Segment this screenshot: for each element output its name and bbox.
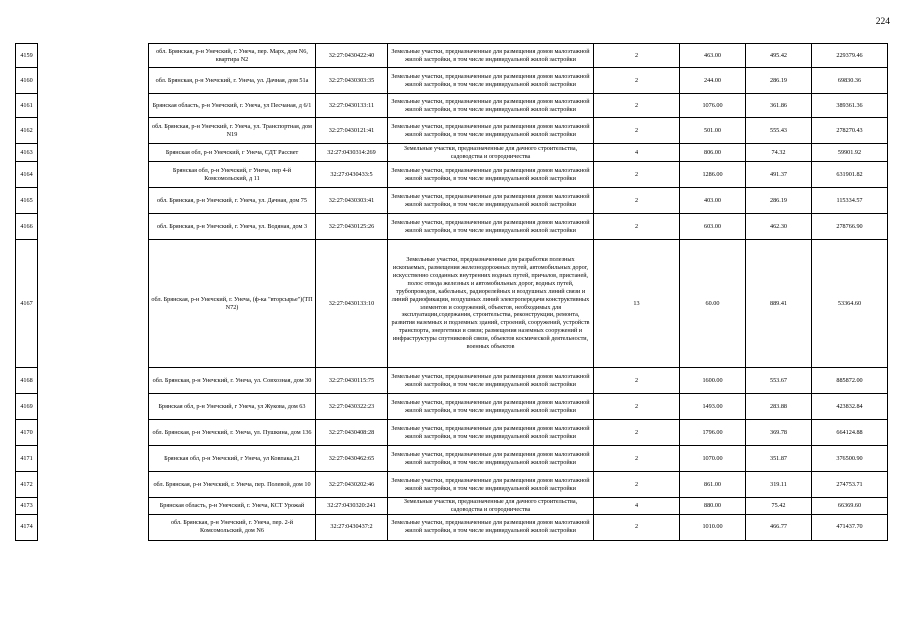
- land-use-cell: Земельные участки, предназначенные для размещения домов малоэтажной жилой застройки, в том числе индивидуальной жилой застройки: [388, 472, 594, 498]
- specific-value-cell: 361.86: [746, 94, 812, 118]
- table-row: [16, 144, 888, 162]
- use-group-cell: 2: [594, 446, 680, 472]
- cadastral-number-cell: 32:27:0430303:35: [316, 68, 388, 94]
- row-number-cell: 4167: [16, 240, 38, 368]
- row-number-cell: 4172: [16, 472, 38, 498]
- address-cell: Брянская обл, р-н Унечский, г Унеча, ул Жукова, дом 63: [149, 394, 316, 420]
- row-number-cell: 4169: [16, 394, 38, 420]
- blank-cell: [38, 162, 149, 188]
- blank-cell: [38, 368, 149, 394]
- land-use-cell: Земельные участки, предназначенные для размещения домов малоэтажной жилой застройки, в том числе индивидуальной жилой застройки: [388, 162, 594, 188]
- blank-cell: [38, 498, 149, 515]
- address-cell: обл. Брянская, р-н Унечский, г. Унеча, ул. Дачная, дом 51а: [149, 68, 316, 94]
- table-row: [16, 44, 888, 68]
- use-group-cell: 2: [594, 514, 680, 540]
- cadastral-value-cell: 59901.92: [812, 144, 888, 162]
- cadastral-value-cell: 69830.36: [812, 68, 888, 94]
- cadastral-number-cell: 32:27:0430462:65: [316, 446, 388, 472]
- row-number-cell: 4162: [16, 118, 38, 144]
- specific-value-cell: 491.37: [746, 162, 812, 188]
- area-cell: 861.00: [680, 472, 746, 498]
- use-group-cell: 2: [594, 94, 680, 118]
- address-cell: Брянская обл, р-н Унечский, г Унеча, ул Ковпака,21: [149, 446, 316, 472]
- cadastral-number-cell: 32:27:0430202:46: [316, 472, 388, 498]
- land-use-cell: Земельные участки, предназначенные для размещения домов малоэтажной жилой застройки, в том числе индивидуальной жилой застройки: [388, 188, 594, 214]
- blank-cell: [38, 514, 149, 540]
- table-row: [16, 368, 888, 394]
- cadastral-value-cell: 423832.84: [812, 394, 888, 420]
- cadastral-value-cell: 53364.60: [812, 240, 888, 368]
- specific-value-cell: 319.11: [746, 472, 812, 498]
- address-cell: Брянская область, р-н Унечский, г. Унеча, ул Песчаная, д 6/1: [149, 94, 316, 118]
- cadastral-number-cell: 32:27:0430322:23: [316, 394, 388, 420]
- use-group-cell: 2: [594, 162, 680, 188]
- table-body: [16, 44, 888, 541]
- address-cell: обл. Брянская, р-н Унечский, г. Унеча, ул. Пушкина, дом 136: [149, 420, 316, 446]
- land-use-cell: Земельные участки, предназначенные для размещения домов малоэтажной жилой застройки, в том числе индивидуальной жилой застройки: [388, 68, 594, 94]
- address-cell: обл. Брянская, р-н Унечский, г. Унеча, ул. Дачная, дом 75: [149, 188, 316, 214]
- address-cell: Брянская обл, р-н Унечский, г Унеча, пер 4-й Комсомольский, д 11: [149, 162, 316, 188]
- use-group-cell: 2: [594, 368, 680, 394]
- use-group-cell: 2: [594, 472, 680, 498]
- land-use-cell: Земельные участки, предназначенные для размещения домов малоэтажной жилой застройки, в том числе индивидуальной жилой застройки: [388, 394, 594, 420]
- blank-cell: [38, 68, 149, 94]
- address-cell: обл. Брянская, р-н Унечский, г. Унеча, пер. Полевой, дом 10: [149, 472, 316, 498]
- row-number-cell: 4163: [16, 144, 38, 162]
- area-cell: 1600.00: [680, 368, 746, 394]
- table-row: [16, 472, 888, 498]
- table-row: [16, 214, 888, 240]
- specific-value-cell: 555.43: [746, 118, 812, 144]
- row-number-cell: 4166: [16, 214, 38, 240]
- row-number-cell: 4174: [16, 514, 38, 540]
- cadastral-value-cell: 389361.36: [812, 94, 888, 118]
- specific-value-cell: 283.88: [746, 394, 812, 420]
- specific-value-cell: 466.77: [746, 514, 812, 540]
- address-cell: обл. Брянская, р-н Унечский, г. Унеча, ул. Транспортная, дом N19: [149, 118, 316, 144]
- table-row: [16, 188, 888, 214]
- land-use-cell: Земельные участки, предназначенные для размещения домов малоэтажной жилой застройки, в том числе индивидуальной жилой застройки: [388, 214, 594, 240]
- land-use-cell: Земельные участки, предназначенные для разработки полезных ископаемых, размещения железнодорожных путей, автомобильных дорог, искусственно созданных внутренних водных путей, причалов, пристаней, полос отвода железных и автомобильных дорог, водных путей, трубопроводов, кабельных, радиорелейных и воздушных линий связи и линий радиофикации, воздушных линий электропередачи конструктивных элементов и сооружений, объектов, необходимых для эксплуатации,содержания, строительства, реконструкции, ремонта, развития наземных и подземных зданий, строений, сооружений, устройств транспорта, энергетики и связи; размещения наземных сооружений и инфраструктуры спутниковой связи, объектов космической деятельности, военных объектов: [388, 240, 594, 368]
- cadastral-number-cell: 32:27:0430115:75: [316, 368, 388, 394]
- cadastral-number-cell: 32:27:0430433:5: [316, 162, 388, 188]
- land-use-cell: Земельные участки, предназначенные для размещения домов малоэтажной жилой застройки, в том числе индивидуальной жилой застройки: [388, 420, 594, 446]
- blank-cell: [38, 214, 149, 240]
- row-number-cell: 4173: [16, 498, 38, 515]
- area-cell: 806.00: [680, 144, 746, 162]
- specific-value-cell: 553.67: [746, 368, 812, 394]
- area-cell: 244.00: [680, 68, 746, 94]
- area-cell: 1070.00: [680, 446, 746, 472]
- table-row: [16, 68, 888, 94]
- land-use-cell: Земельные участки, предназначенные для размещения домов малоэтажной жилой застройки, в том числе индивидуальной жилой застройки: [388, 446, 594, 472]
- cadastral-value-cell: 115334.57: [812, 188, 888, 214]
- row-number-cell: 4168: [16, 368, 38, 394]
- cadastral-number-cell: 32:27:0430133:11: [316, 94, 388, 118]
- blank-cell: [38, 44, 149, 68]
- area-cell: 1796.00: [680, 420, 746, 446]
- specific-value-cell: 462.30: [746, 214, 812, 240]
- blank-cell: [38, 394, 149, 420]
- cadastral-number-cell: 32:27:0430320:241: [316, 498, 388, 515]
- row-number-cell: 4159: [16, 44, 38, 68]
- address-cell: Брянская обл, р-н Унечский, г Унеча, СДТ Рассвет: [149, 144, 316, 162]
- blank-cell: [38, 240, 149, 368]
- area-cell: 463.00: [680, 44, 746, 68]
- table-row: [16, 240, 888, 368]
- use-group-cell: 2: [594, 188, 680, 214]
- cadastral-value-cell: 664124.88: [812, 420, 888, 446]
- use-group-cell: 2: [594, 420, 680, 446]
- area-cell: 403.00: [680, 188, 746, 214]
- table-row: [16, 514, 888, 540]
- area-cell: 603.00: [680, 214, 746, 240]
- table-row: [16, 162, 888, 188]
- address-cell: обл. Брянская, р-н Унечский, г. Унеча, (ф-ка "вторсырье")(ТП N72): [149, 240, 316, 368]
- use-group-cell: 2: [594, 394, 680, 420]
- area-cell: 1010.00: [680, 514, 746, 540]
- use-group-cell: 4: [594, 498, 680, 515]
- row-number-cell: 4161: [16, 94, 38, 118]
- cadastral-value-cell: 631901.82: [812, 162, 888, 188]
- blank-cell: [38, 446, 149, 472]
- cadastral-value-cell: 885872.00: [812, 368, 888, 394]
- specific-value-cell: 369.78: [746, 420, 812, 446]
- table-row: [16, 446, 888, 472]
- area-cell: 501.00: [680, 118, 746, 144]
- specific-value-cell: 75.42: [746, 498, 812, 515]
- cadastral-number-cell: 32:27:0430408:28: [316, 420, 388, 446]
- specific-value-cell: 286.19: [746, 188, 812, 214]
- area-cell: 1286.00: [680, 162, 746, 188]
- land-use-cell: Земельные участки, предназначенные для размещения домов малоэтажной жилой застройки, в том числе индивидуальной жилой застройки: [388, 368, 594, 394]
- address-cell: обл. Брянская, р-н Унечский, г. Унеча, пер. Марх, дом N6, квартира N2: [149, 44, 316, 68]
- cadastral-value-cell: 274753.71: [812, 472, 888, 498]
- land-registry-table: [15, 43, 888, 541]
- address-cell: обл. Брянская, р-н Унечский, г. Унеча, ул. Водяная, дом 3: [149, 214, 316, 240]
- use-group-cell: 2: [594, 214, 680, 240]
- table-row: [16, 394, 888, 420]
- blank-cell: [38, 144, 149, 162]
- cadastral-value-cell: 229379.46: [812, 44, 888, 68]
- area-cell: 1493.00: [680, 394, 746, 420]
- land-use-cell: Земельные участки, предназначенные для дачного строительства, садоводства и огородничества: [388, 144, 594, 162]
- use-group-cell: 2: [594, 44, 680, 68]
- area-cell: 60.00: [680, 240, 746, 368]
- cadastral-value-cell: 66369.60: [812, 498, 888, 515]
- cadastral-number-cell: 32:27:0430303:41: [316, 188, 388, 214]
- blank-cell: [38, 188, 149, 214]
- table-row: [16, 420, 888, 446]
- row-number-cell: 4165: [16, 188, 38, 214]
- use-group-cell: 13: [594, 240, 680, 368]
- use-group-cell: 4: [594, 144, 680, 162]
- cadastral-number-cell: 32:27:0430121:41: [316, 118, 388, 144]
- land-use-cell: Земельные участки, предназначенные для размещения домов малоэтажной жилой застройки, в том числе индивидуальной жилой застройки: [388, 514, 594, 540]
- blank-cell: [38, 472, 149, 498]
- page-number: 224: [875, 17, 890, 27]
- specific-value-cell: 495.42: [746, 44, 812, 68]
- cadastral-number-cell: 32:27:0430125:26: [316, 214, 388, 240]
- row-number-cell: 4164: [16, 162, 38, 188]
- land-use-cell: Земельные участки, предназначенные для дачного строительства, садоводства и огородничества: [388, 498, 594, 515]
- address-cell: Брянская область, р-н Унечский, г. Унеча, КСТ Урожай: [149, 498, 316, 515]
- cadastral-value-cell: 376500.90: [812, 446, 888, 472]
- blank-cell: [38, 118, 149, 144]
- land-use-cell: Земельные участки, предназначенные для размещения домов малоэтажной жилой застройки, в том числе индивидуальной жилой застройки: [388, 118, 594, 144]
- blank-cell: [38, 94, 149, 118]
- specific-value-cell: 889.41: [746, 240, 812, 368]
- table-row: [16, 94, 888, 118]
- cadastral-value-cell: 471437.70: [812, 514, 888, 540]
- address-cell: обл. Брянская, р-н Унечский, г. Унеча, пер. 2-й Комсомольский, дом N6: [149, 514, 316, 540]
- use-group-cell: 2: [594, 118, 680, 144]
- specific-value-cell: 351.87: [746, 446, 812, 472]
- use-group-cell: 2: [594, 68, 680, 94]
- specific-value-cell: 286.19: [746, 68, 812, 94]
- row-number-cell: 4171: [16, 446, 38, 472]
- table-row: [16, 498, 888, 515]
- cadastral-number-cell: 32:27:0430422:40: [316, 44, 388, 68]
- cadastral-value-cell: 278270.43: [812, 118, 888, 144]
- blank-cell: [38, 420, 149, 446]
- cadastral-number-cell: 32:27:0430133:10: [316, 240, 388, 368]
- cadastral-number-cell: 32:27:0430437:2: [316, 514, 388, 540]
- address-cell: обл. Брянская, р-н Унечский, г. Унеча, ул. Совхозная, дом 30: [149, 368, 316, 394]
- row-number-cell: 4160: [16, 68, 38, 94]
- land-use-cell: Земельные участки, предназначенные для размещения домов малоэтажной жилой застройки, в том числе индивидуальной жилой застройки: [388, 94, 594, 118]
- specific-value-cell: 74.32: [746, 144, 812, 162]
- row-number-cell: 4170: [16, 420, 38, 446]
- cadastral-number-cell: 32:27:0430314:269: [316, 144, 388, 162]
- area-cell: 1076.00: [680, 94, 746, 118]
- cadastral-value-cell: 278766.90: [812, 214, 888, 240]
- land-use-cell: Земельные участки, предназначенные для размещения домов малоэтажной жилой застройки, в том числе индивидуальной жилой застройки: [388, 44, 594, 68]
- table-row: [16, 118, 888, 144]
- area-cell: 880.00: [680, 498, 746, 515]
